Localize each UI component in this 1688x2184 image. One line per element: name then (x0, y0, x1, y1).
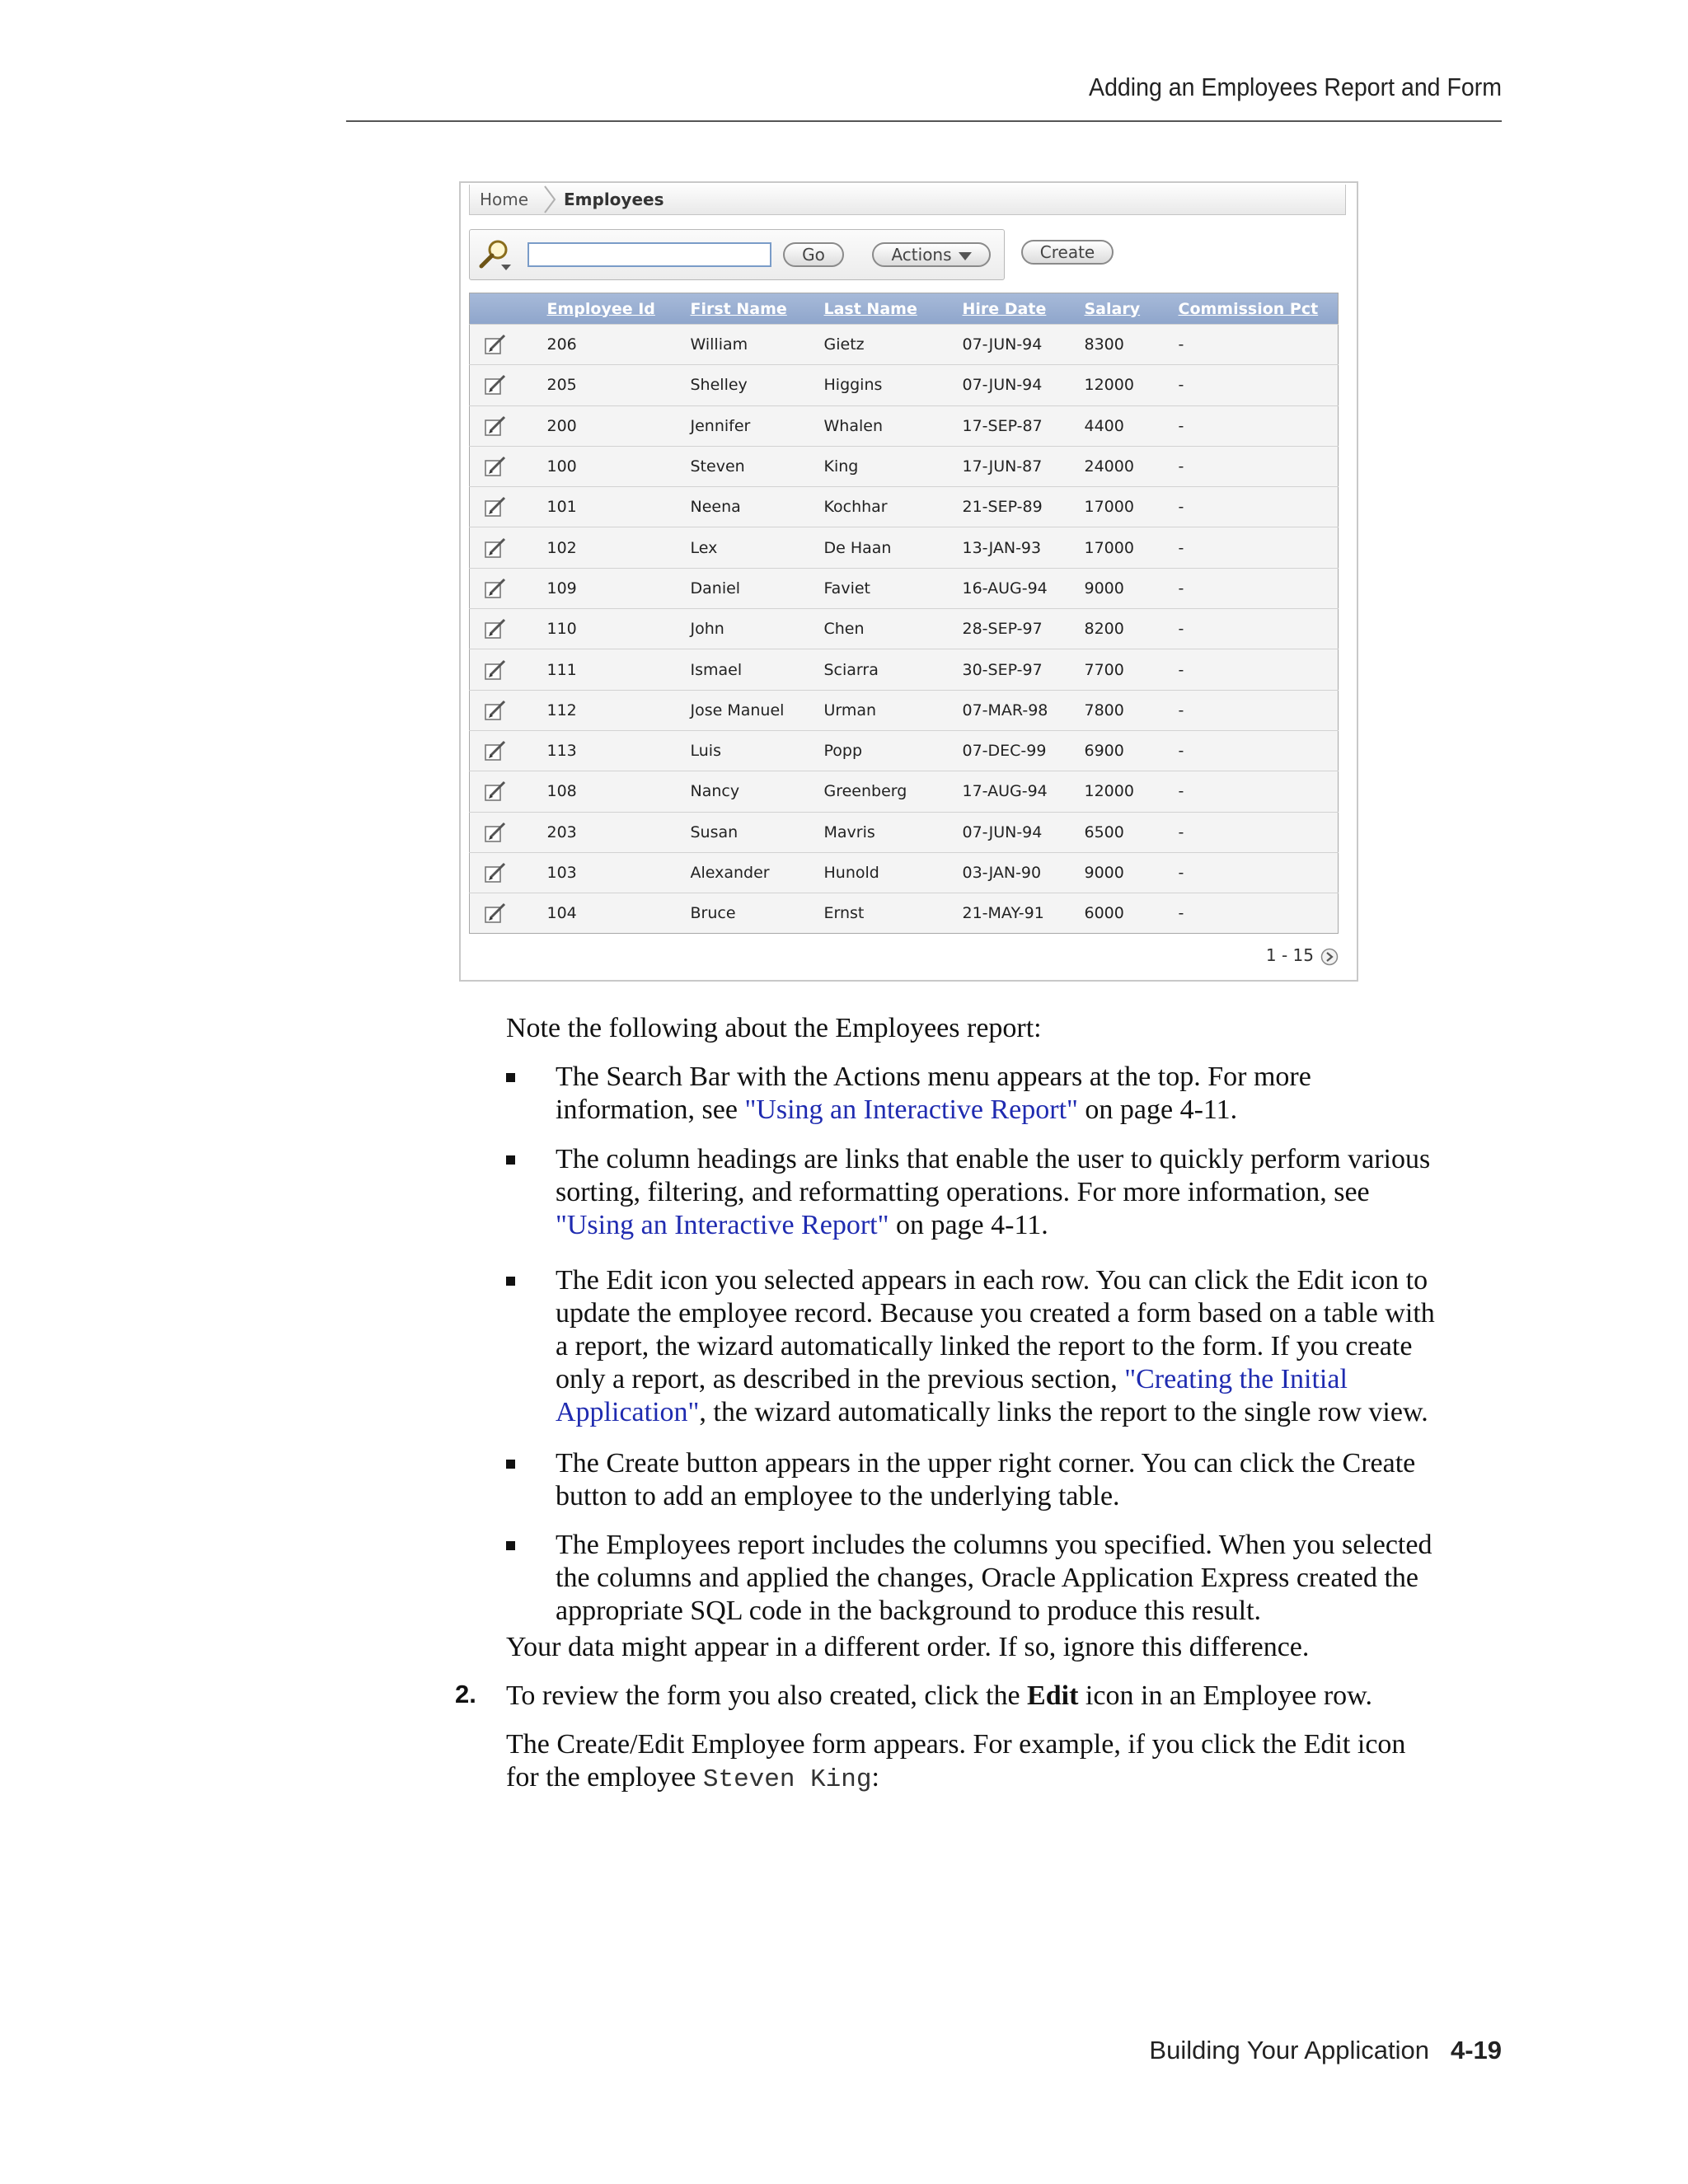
actions-menu-button[interactable] (872, 242, 991, 267)
table-cell: 30-SEP-97 (962, 660, 1043, 679)
edit-cell (470, 365, 539, 405)
bullet-item (556, 1143, 1430, 1242)
table-cell: Jose Manuel (690, 701, 785, 719)
table-cell: Higgins (823, 376, 883, 395)
table-row (470, 812, 1339, 852)
table-cell: 9000 (1084, 864, 1124, 882)
employee-name-code: Steven King (702, 1765, 872, 1794)
bullet-text: on page 4-11. (1077, 1094, 1238, 1125)
edit-cell (470, 609, 539, 649)
bullet-line (556, 1363, 1435, 1396)
table-cell: Whalen (823, 416, 883, 435)
table-cell: 07-JUN-94 (962, 335, 1043, 354)
table-cell: Daniel (690, 579, 741, 598)
table-cell: Mavris (823, 823, 875, 841)
column-header-commission-pct[interactable]: Commission Pct (1178, 299, 1319, 318)
table-cell: Shelley (690, 376, 748, 395)
bullet-text: information, see (556, 1094, 745, 1125)
table-cell: 8300 (1084, 335, 1124, 354)
edit-icon[interactable] (483, 616, 508, 641)
bullet-line (556, 1209, 1430, 1242)
table-cell: 113 (546, 742, 577, 761)
bullet-text: update the employee record. Because you created a form based on a table with (556, 1298, 1435, 1329)
table-cell: 101 (546, 498, 577, 517)
table-row (470, 446, 1339, 486)
edit-icon[interactable] (483, 658, 508, 682)
bullet-item (556, 1061, 1311, 1127)
table-cell: Faviet (823, 579, 870, 598)
table-cell: Gietz (823, 335, 865, 354)
bullet-marker (506, 1541, 515, 1550)
edit-cell (470, 812, 539, 852)
bullet-text: The Edit icon you selected appears in each row. You can click the Edit icon to (556, 1265, 1428, 1296)
column-header-hire-date[interactable]: Hire Date (962, 299, 1047, 318)
employees-report-table (469, 293, 1339, 934)
step-text (506, 1680, 1372, 1713)
table-cell: - (1178, 864, 1184, 882)
cross-reference-link[interactable]: Application" (556, 1397, 700, 1427)
final-line-2-pre: for the employee (506, 1762, 703, 1793)
edit-icon[interactable] (483, 820, 508, 845)
create-button[interactable]: Create (1021, 240, 1114, 265)
table-cell: 07-MAR-98 (962, 701, 1048, 719)
table-cell: King (823, 457, 859, 476)
table-cell: 7800 (1084, 701, 1124, 719)
table-cell: - (1178, 660, 1184, 679)
edit-icon[interactable] (483, 738, 508, 763)
edit-icon[interactable] (483, 860, 508, 885)
table-cell: Bruce (690, 904, 736, 923)
table-cell: Susan (690, 823, 738, 841)
table-cell: - (1178, 416, 1184, 435)
table-cell: - (1178, 376, 1184, 395)
edit-cell (470, 405, 539, 446)
table-cell: 103 (546, 864, 577, 882)
bullet-line (556, 1094, 1311, 1127)
table-row (470, 325, 1339, 365)
table-cell: - (1178, 742, 1184, 761)
table-cell: 111 (546, 660, 577, 679)
table-cell: 102 (546, 538, 577, 557)
table-cell: - (1178, 335, 1184, 354)
table-cell: - (1178, 457, 1184, 476)
bullet-line (556, 1447, 1415, 1480)
table-cell: William (690, 335, 748, 354)
table-cell: Ernst (823, 904, 865, 923)
footer-section: Building Your Application (1149, 2036, 1429, 2064)
table-cell: 4400 (1084, 416, 1124, 435)
bullet-text: a report, the wizard automatically linked the report to the form. If you create (556, 1331, 1413, 1361)
table-cell: Ismael (690, 660, 743, 679)
table-row (470, 365, 1339, 405)
breadcrumb-separator-icon (542, 185, 558, 214)
column-header-last-name[interactable]: Last Name (823, 299, 917, 318)
table-cell: 104 (546, 904, 577, 923)
bullet-text: The Create button appears in the upper right corner. You can click the Create (556, 1448, 1416, 1479)
bullet-line (556, 1562, 1432, 1595)
breadcrumb (469, 185, 1346, 215)
cross-reference-link[interactable]: "Creating the Initial (1124, 1364, 1348, 1394)
bullet-line (556, 1176, 1430, 1209)
next-page-icon[interactable] (1320, 948, 1339, 966)
table-row (470, 771, 1339, 812)
table-cell: - (1178, 701, 1184, 719)
edit-cell (470, 325, 539, 365)
table-cell: 109 (546, 579, 577, 598)
bullet-line (556, 1595, 1432, 1628)
step-text-bold: Edit (1027, 1680, 1079, 1711)
table-cell: 200 (546, 416, 577, 435)
bullet-text: the columns and applied the changes, Oracle Application Express created the (556, 1563, 1419, 1593)
bullet-text: sorting, filtering, and reformatting operations. For more information, see (556, 1177, 1370, 1207)
table-row (470, 405, 1339, 446)
table-cell: Lex (690, 538, 718, 557)
edit-cell (470, 893, 539, 934)
table-cell: 07-JUN-94 (962, 376, 1043, 395)
table-cell: 7700 (1084, 660, 1124, 679)
column-header-first-name[interactable]: First Name (690, 299, 787, 318)
bullet-marker (506, 1073, 515, 1082)
table-cell: - (1178, 620, 1184, 639)
table-row (470, 852, 1339, 893)
table-cell: Chen (823, 620, 865, 639)
table-cell: De Haan (823, 538, 892, 557)
intro-text: Note the following about the Employees report: (506, 1013, 1042, 1043)
edit-icon[interactable] (483, 494, 508, 519)
table-cell: Nancy (690, 782, 740, 801)
step-number: 2. (455, 1680, 476, 1708)
breadcrumb-home[interactable]: Home (480, 190, 529, 209)
bullet-text: The Employees report includes the columns you specified. When you selected (556, 1530, 1432, 1560)
column-header-employee-id[interactable]: Employee Id (546, 299, 655, 318)
table-cell: 206 (546, 335, 577, 354)
step-text-post: icon in an Employee row. (1078, 1680, 1372, 1711)
table-cell: 6000 (1084, 904, 1124, 923)
table-cell: John (690, 620, 724, 639)
bullet-line (556, 1297, 1435, 1330)
bullet-item (556, 1529, 1432, 1628)
bullet-line (556, 1480, 1415, 1513)
search-icon[interactable] (476, 237, 513, 273)
table-row (470, 649, 1339, 690)
cross-reference-link[interactable]: "Using an Interactive Report" (744, 1094, 1078, 1125)
table-cell: 12000 (1084, 782, 1134, 801)
bullet-text: button to add an employee to the underlying table. (556, 1481, 1120, 1511)
bullet-item (556, 1447, 1415, 1513)
breadcrumb-current: Employees (564, 190, 664, 209)
table-cell: - (1178, 538, 1184, 557)
edit-cell (470, 527, 539, 568)
table-cell: - (1178, 579, 1184, 598)
caret-down-icon (959, 252, 972, 260)
edit-cell (470, 487, 539, 527)
edit-column-header (470, 293, 539, 325)
edit-cell (470, 446, 539, 486)
edit-cell (470, 852, 539, 893)
edit-icon[interactable] (483, 698, 508, 723)
edit-icon[interactable] (483, 414, 508, 438)
go-button[interactable]: Go (783, 242, 844, 267)
table-cell: 12000 (1084, 376, 1134, 395)
bullet-text: The Search Bar with the Actions menu appears at the top. For more (556, 1062, 1311, 1092)
table-cell: 17-AUG-94 (962, 782, 1048, 801)
page-number: 4-19 (1450, 2036, 1502, 2064)
bullet-line (556, 1529, 1432, 1562)
table-cell: 112 (546, 701, 577, 719)
search-bar (469, 229, 1005, 280)
table-row (470, 609, 1339, 649)
table-cell: 21-SEP-89 (962, 498, 1043, 517)
edit-icon[interactable] (483, 536, 508, 560)
table-cell: 16-AUG-94 (962, 579, 1048, 598)
bullet-text: The column headings are links that enable the user to quickly perform various (556, 1144, 1431, 1174)
table-cell: Luis (690, 742, 721, 761)
bullet-line (556, 1396, 1435, 1429)
table-cell: Urman (823, 701, 877, 719)
table-cell: 9000 (1084, 579, 1124, 598)
page-footer (1149, 2036, 1502, 2065)
table-cell: 203 (546, 823, 577, 841)
bullet-marker (506, 1155, 515, 1165)
bullet-item (556, 1264, 1435, 1429)
table-cell: 17000 (1084, 538, 1134, 557)
edit-icon[interactable] (483, 779, 508, 804)
table-row (470, 487, 1339, 527)
table-cell: 205 (546, 376, 577, 395)
edit-cell (470, 568, 539, 608)
table-cell: Greenberg (823, 782, 907, 801)
final-line-1: The Create/Edit Employee form appears. For example, if you click the Edit icon (506, 1729, 1406, 1760)
table-cell: 07-DEC-99 (962, 742, 1047, 761)
edit-icon[interactable] (483, 454, 508, 479)
table-cell: 110 (546, 620, 577, 639)
pagination-range: 1 - 15 (1265, 945, 1314, 965)
table-cell: 100 (546, 457, 577, 476)
bullet-text: only a report, as described in the previous section, (556, 1364, 1125, 1394)
bullet-text: appropriate SQL code in the background to produce this result. (556, 1596, 1262, 1626)
table-cell: 28-SEP-97 (962, 620, 1043, 639)
table-cell: Steven (690, 457, 745, 476)
cross-reference-link[interactable]: "Using an Interactive Report" (556, 1210, 889, 1240)
table-row (470, 893, 1339, 934)
table-cell: 13-JAN-93 (962, 538, 1042, 557)
final-line-2 (506, 1761, 1405, 1797)
edit-icon[interactable] (483, 901, 508, 926)
bullet-text: , the wizard automatically links the report to the single row view. (699, 1397, 1428, 1427)
edit-icon[interactable] (483, 332, 508, 357)
step-text-pre: To review the form you also created, click the (506, 1680, 1028, 1711)
edit-cell (470, 730, 539, 771)
table-cell: 6900 (1084, 742, 1124, 761)
table-cell: 8200 (1084, 620, 1124, 639)
report-screenshot (459, 181, 1358, 982)
table-row (470, 568, 1339, 608)
table-header-row (470, 293, 1339, 325)
bullet-marker (506, 1277, 515, 1286)
order-note: Your data might appear in a different order. If so, ignore this difference. (506, 1632, 1310, 1662)
table-cell: Neena (690, 498, 741, 517)
table-row (470, 690, 1339, 730)
pagination (1266, 945, 1339, 966)
table-cell: Sciarra (823, 660, 879, 679)
table-cell: Jennifer (690, 416, 751, 435)
table-cell: 17-SEP-87 (962, 416, 1043, 435)
report-body (470, 325, 1339, 934)
bullet-line (556, 1061, 1311, 1094)
bullet-line (556, 1264, 1435, 1297)
column-header-salary[interactable]: Salary (1084, 299, 1141, 318)
table-cell: 24000 (1084, 457, 1134, 476)
table-cell: - (1178, 498, 1184, 517)
table-row (470, 730, 1339, 771)
table-cell: Popp (823, 742, 863, 761)
table-cell: 21-MAY-91 (962, 904, 1044, 923)
table-cell: - (1178, 823, 1184, 841)
actions-label: Actions (891, 245, 952, 265)
bullet-text: on page 4-11. (889, 1210, 1048, 1240)
final-paragraph (506, 1728, 1405, 1797)
table-cell: - (1178, 904, 1184, 923)
edit-icon[interactable] (483, 373, 508, 397)
bullet-line (556, 1143, 1430, 1176)
final-line-2-post: : (871, 1762, 879, 1793)
edit-cell (470, 771, 539, 812)
edit-cell (470, 690, 539, 730)
bullet-line (556, 1330, 1435, 1363)
table-cell: 03-JAN-90 (962, 864, 1042, 882)
search-input[interactable] (528, 242, 771, 267)
table-row (470, 527, 1339, 568)
table-cell: Kochhar (823, 498, 888, 517)
edit-icon[interactable] (483, 576, 508, 601)
table-cell: 6500 (1084, 823, 1124, 841)
table-cell: 07-JUN-94 (962, 823, 1043, 841)
table-cell: 108 (546, 782, 577, 801)
table-cell: 17-JUN-87 (962, 457, 1043, 476)
table-cell: Alexander (690, 864, 770, 882)
bullet-marker (506, 1460, 515, 1469)
table-cell: 17000 (1084, 498, 1134, 517)
table-cell: - (1178, 782, 1184, 801)
edit-cell (470, 649, 539, 690)
running-header: Adding an Employees Report and Form (346, 73, 1502, 122)
table-cell: Hunold (823, 864, 879, 882)
